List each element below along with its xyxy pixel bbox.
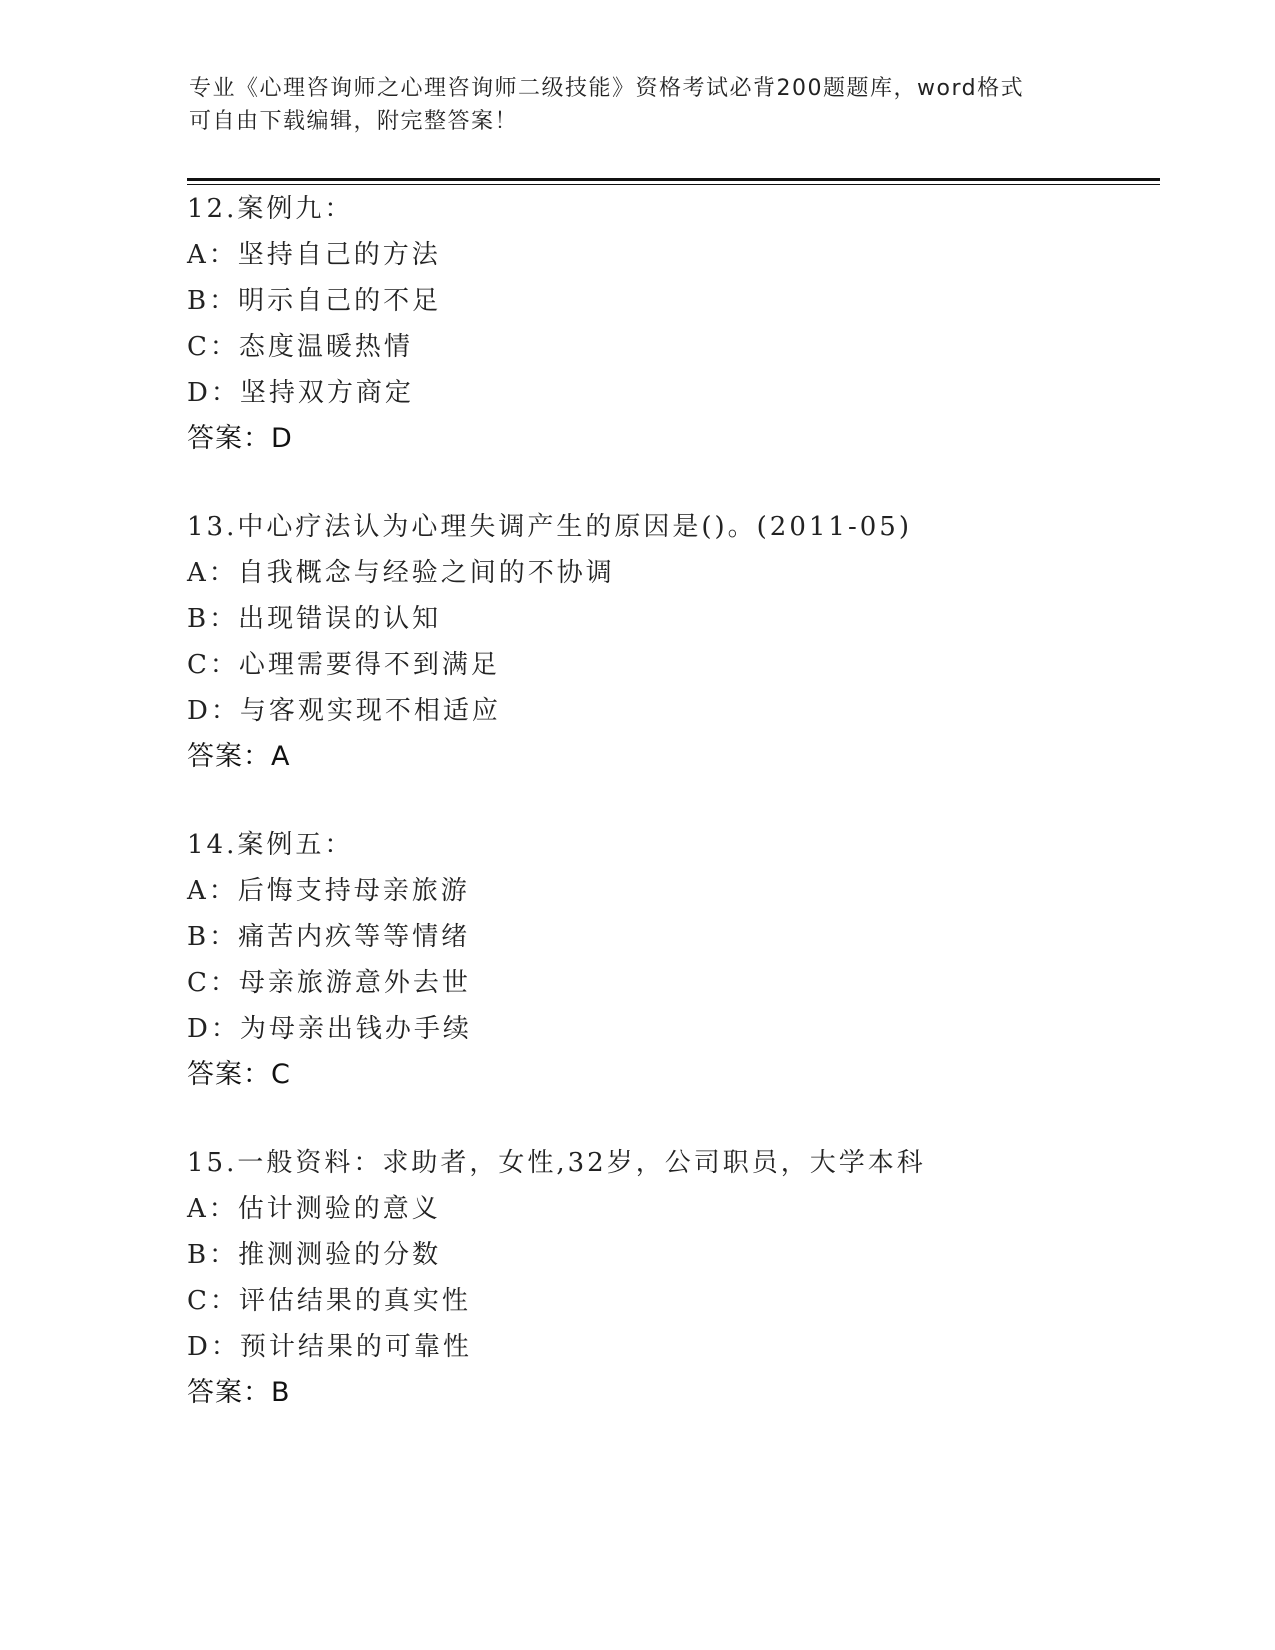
option-b: B：明示自己的不足 — [187, 286, 442, 316]
question-14 — [187, 822, 1147, 1098]
answer: 答案：B — [187, 1377, 291, 1408]
option-d: D：预计结果的可靠性 — [187, 1332, 472, 1362]
option-a: A：估计测验的意义 — [187, 1194, 441, 1224]
option-c: C：评估结果的真实性 — [187, 1286, 471, 1316]
question-title: 12.案例九： — [187, 194, 354, 224]
header-divider-thin — [187, 184, 1160, 185]
question-title: 13.中心疗法认为心理失调产生的原因是()。(2011-05) — [187, 512, 912, 542]
answer: 答案：D — [187, 423, 293, 454]
answer: 答案：C — [187, 1059, 291, 1090]
option-c: C：母亲旅游意外去世 — [187, 968, 471, 998]
document-header — [189, 72, 1089, 138]
option-c: C：心理需要得不到满足 — [187, 650, 500, 680]
option-c: C：态度温暖热情 — [187, 332, 413, 362]
option-d: D：与客观实现不相适应 — [187, 696, 501, 726]
option-a: A：后悔支持母亲旅游 — [187, 876, 470, 906]
question-13 — [187, 504, 1147, 780]
answer: 答案：A — [187, 741, 291, 772]
option-d: D：为母亲出钱办手续 — [187, 1014, 472, 1044]
question-12 — [187, 186, 1147, 462]
option-b: B：推测测验的分数 — [187, 1240, 442, 1270]
question-15 — [187, 1140, 1147, 1416]
option-d: D：坚持双方商定 — [187, 378, 414, 408]
option-b: B：出现错误的认知 — [187, 604, 442, 634]
option-a: A：自我概念与经验之间的不协调 — [187, 558, 615, 588]
option-b: B：痛苦内疚等等情绪 — [187, 922, 471, 952]
header-line-1: 专业《心理咨询师之心理咨询师二级技能》资格考试必背200题题库，word格式 — [189, 76, 1025, 101]
question-title: 14.案例五： — [187, 830, 354, 860]
question-title: 15.一般资料：求助者，女性,32岁，公司职员，大学本科 — [187, 1148, 926, 1178]
option-a: A：坚持自己的方法 — [187, 240, 441, 270]
header-line-2: 可自由下载编辑，附完整答案！ — [189, 109, 519, 134]
header-divider-thick — [187, 178, 1160, 181]
